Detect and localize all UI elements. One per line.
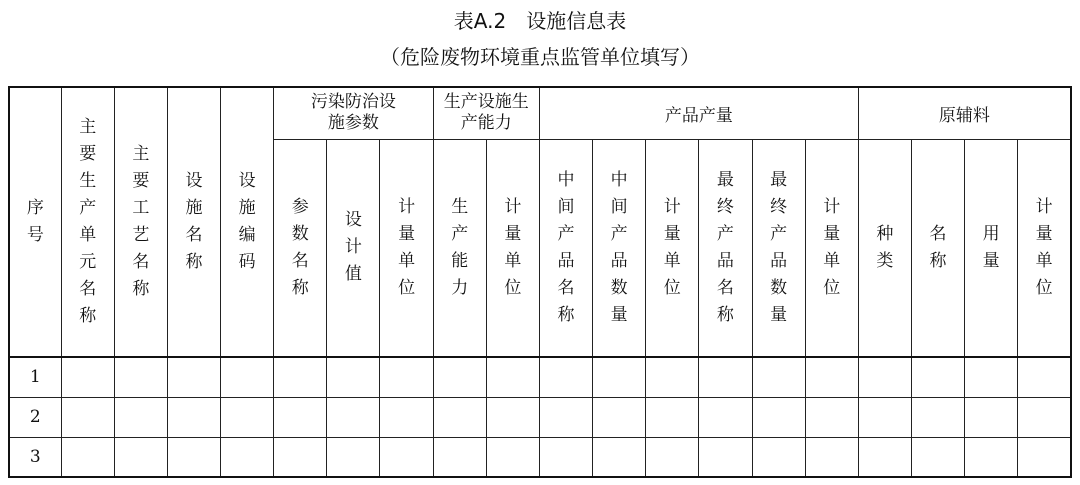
header-usage: 用量	[965, 139, 1018, 357]
header-facility-name: 设施名称	[167, 87, 220, 357]
header-mat-name: 名称	[911, 139, 964, 357]
row-number: 3	[9, 437, 61, 477]
header-seq: 序号	[9, 87, 61, 357]
header-final-product-qty: 最终产品数量	[752, 139, 805, 357]
table-row	[9, 357, 1071, 397]
header-design-value: 设计值	[327, 139, 380, 357]
row-number: 2	[9, 397, 61, 437]
header-param-unit: 计量单位	[380, 139, 433, 357]
header-material-group: 原辅料	[858, 87, 1071, 139]
header-process: 主要工艺名称	[114, 87, 167, 357]
header-capacity-group: 生产设施生产能力	[433, 87, 539, 139]
header-capacity: 生产能力	[433, 139, 486, 357]
header-facility-code: 设施编码	[221, 87, 274, 357]
table-subtitle: （危险废物环境重点监管单位填写）	[380, 45, 700, 69]
header-kind: 种类	[858, 139, 911, 357]
header-production-unit: 主要生产单元名称	[61, 87, 114, 357]
header-capacity-unit: 计量单位	[486, 139, 539, 357]
header-product-group: 产品产量	[539, 87, 858, 139]
header-mat-unit: 计量单位	[1018, 139, 1071, 357]
facility-info-table	[8, 86, 1072, 478]
header-mid-product-name: 中间产品名称	[539, 139, 592, 357]
table-row	[9, 437, 1071, 477]
header-mid-product-qty: 中间产品数量	[593, 139, 646, 357]
header-mid-unit: 计量单位	[646, 139, 699, 357]
header-final-product-name: 最终产品名称	[699, 139, 752, 357]
header-pollution-group: 污染防治设施参数	[274, 87, 433, 139]
table-row	[9, 397, 1071, 437]
header-final-unit: 计量单位	[805, 139, 858, 357]
header-param-name: 参数名称	[274, 139, 327, 357]
table-title: 表A.2 设施信息表	[453, 9, 627, 33]
row-number: 1	[9, 357, 61, 397]
